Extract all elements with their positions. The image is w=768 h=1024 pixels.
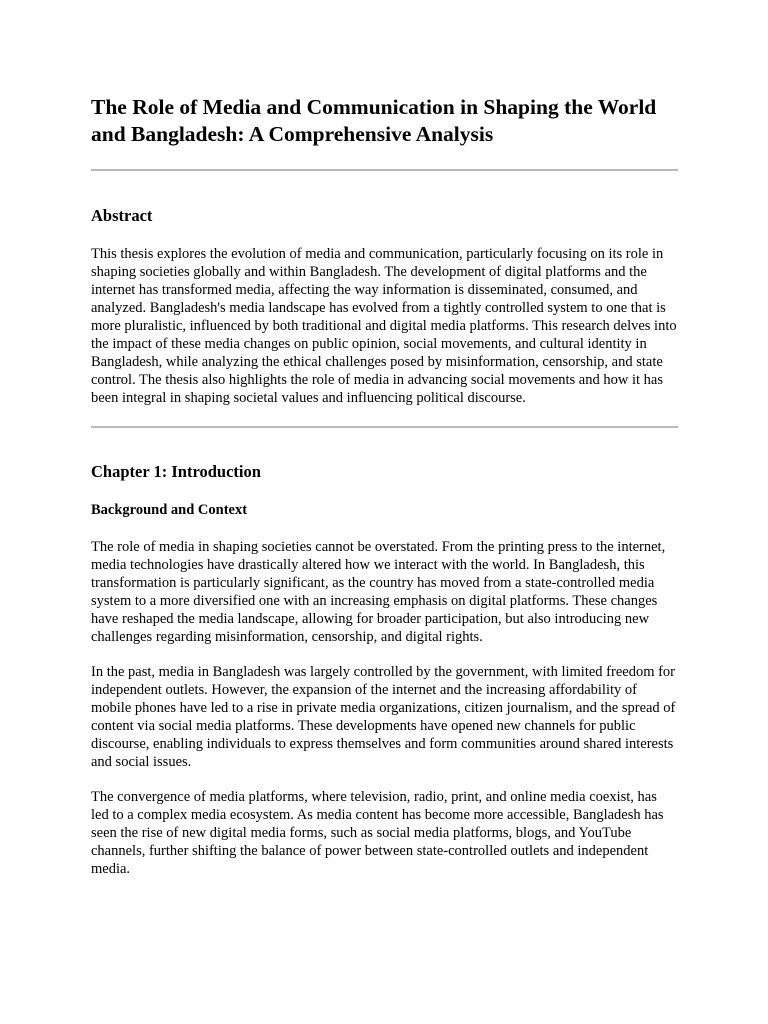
body-paragraph-1: The role of media in shaping societies cannot be overstated. From the printing press to the internet, media technologies have drastically altered how we interact with the world. In Bangladesh, this transformation is particularly significant, as the country has moved from a state-controlled media system to a more diversified one with an increasing emphasis on digital platforms. These changes have reshaped the media landscape, allowing for broader participation, but also introducing new challenges regarding misinformation, censorship, and digital rights. (91, 539, 666, 645)
abstract-paragraph: This thesis explores the evolution of media and communication, particularly focusing on its role in shaping societies globally and within Bangladesh. The development of digital platforms and the internet has transformed media, affecting the way information is disseminated, consumed, and analyzed. Bangladesh's media landscape has evolved from a tightly controlled system to one that is more pluralistic, influenced by both traditional and digital media platforms. This research delves into the impact of these media changes on public opinion, social movements, and cultural identity in Bangladesh, while analyzing the ethical challenges posed by misinformation, censorship, and state control. The thesis also highlights the role of media in advancing social movements and how it has been integral in shaping societal values and influencing political discourse. (91, 246, 677, 406)
chapter-heading: Chapter 1: Introduction (91, 462, 261, 481)
section-subheading: Background and Context (91, 502, 248, 518)
document-title: The Role of Media and Communication in Shaping the World and Bangladesh: A Comprehensive Analysis (91, 95, 657, 146)
title-divider (91, 169, 678, 171)
body-paragraph-2: In the past, media in Bangladesh was largely controlled by the government, with limited freedom for independent outlets. However, the expansion of the internet and the increasing affordability of mobile phones have led to a rise in private media organizations, citizen journalism, and the spread of content via social media platforms. These developments have opened new channels for public discourse, enabling individuals to express themselves and form communities around shared interests and social issues. (91, 664, 676, 770)
body-paragraph-3: The convergence of media platforms, where television, radio, print, and online media coexist, has led to a complex media ecosystem. As media content has become more accessible, Bangladesh has seen the rise of new digital media forms, such as social media platforms, blogs, and YouTube channels, further shifting the balance of power between state-controlled outlets and independent media. (91, 789, 664, 877)
abstract-heading: Abstract (91, 206, 153, 225)
abstract-divider (91, 426, 678, 428)
